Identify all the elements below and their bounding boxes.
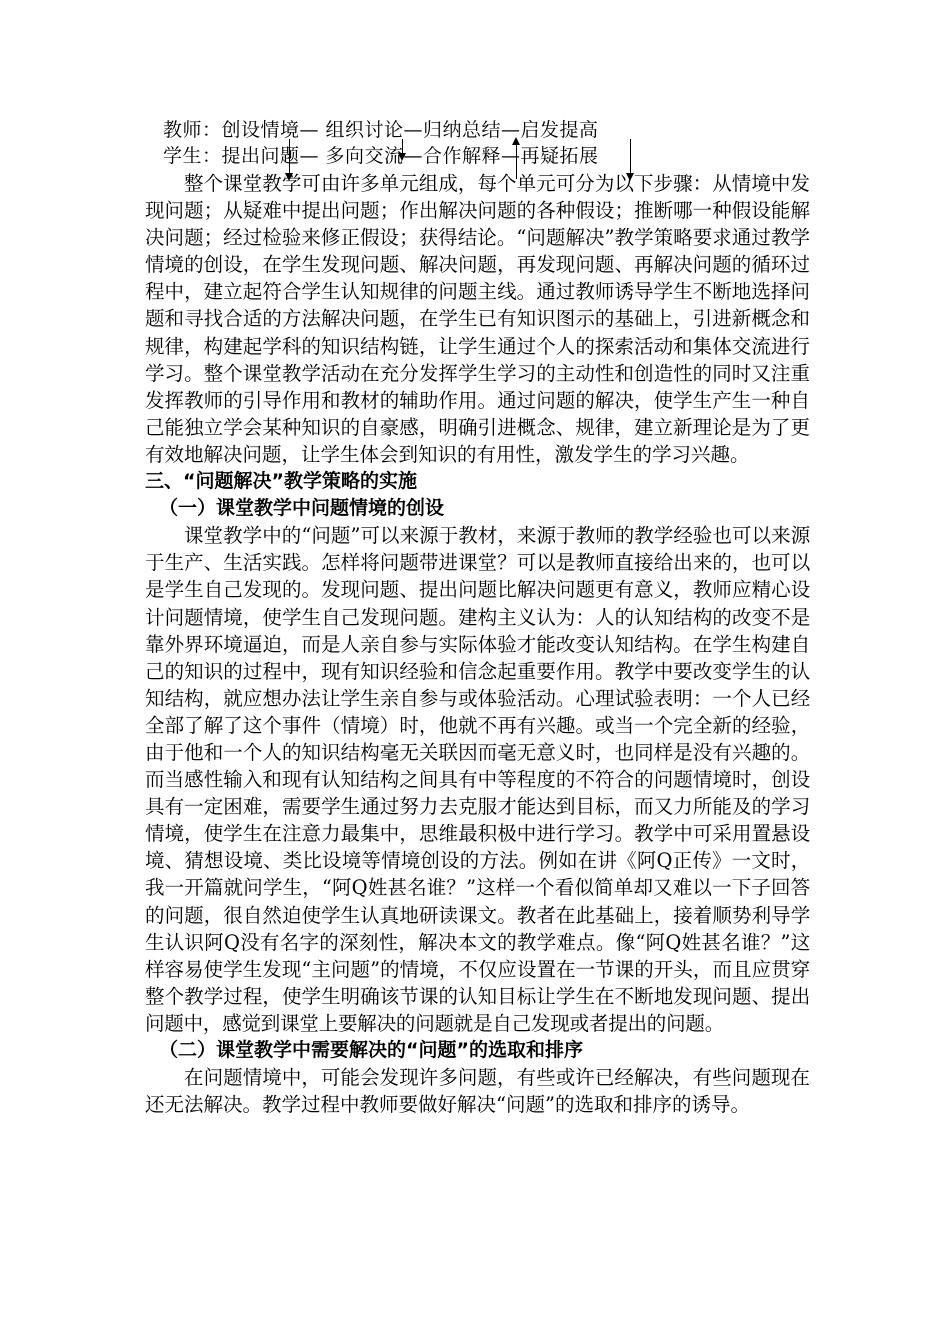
teacher-flow-line: 教师：创设情境— 组织讨论—归纳总结—启发提高	[163, 119, 599, 141]
student-flow-line: 学生：提出问题— 多向交流—合作解释—再疑拓展	[163, 145, 599, 167]
subsection-heading-1: （一）课堂教学中问题情境的创设	[159, 497, 445, 520]
section-heading-3: 三、“问题解决”教学策略的实施	[145, 470, 417, 493]
paragraph-problem-situation: 课堂教学中的“问题”可以来源于教材，来源于教师的教学经验也可以来源于生产、生活实践。怎样将问题带进课堂？可以是教师直接给出来的，也可以是学生自己发现的。发现问题、提出问题比解决问题更有意义，教师应精心设计问题情境，使学生自己发现问题。建构主义认为：人的认知结构的改变不是靠外界环境逼迫，而是人亲自参与实际体验才能改变认知结构。在学生构建自己的知识的过程中，现有知识经验和信念起重要作用。教学中要改变学生的认知结构，就应想办法让学生亲自参与或体验活动。心理试验表明：一个人已经全部了解了这个事件（情境）时，他就不再有兴趣。或当一个完全新的经验，由于他和一个人的知识结构毫无关联因而毫无意义时，也同样是没有兴趣的。而当感性输入和现有认知结构之间具有中等程度的不符合的问题情境时，创设具有一定困难，需要学生通过努力去克服才能达到目标，而又力所能及的学习情境，使学生在注意力最集中，思维最积极中进行学习。教学中可采用置悬设境、猜想设境、类比设境等情境创设的方法。例如在讲《阿Q正传》一文时，我一开篇就问学生，“阿Q姓甚名谁？”这样一个看似简单却又难以一下子回答的问题，很自然迫使学生认真地研读课文。教者在此基础上，接着顺势利导学生认识阿Q没有名字的深刻性，解决本文的教学难点。像“阿Q姓甚名谁？”这样容易使学生发现“主问题”的情境，不仅应设置在一节课的开头，而且应贯穿整个教学过程，使学生明确该节课的认知目标让学生在不断地发现问题、提出问题中，感觉到课堂上要解决的问题就是自己发现或者提出的问题。	[145, 524, 810, 1035]
subsection-heading-2: （二）课堂教学中需要解决的“问题”的选取和排序	[159, 1039, 583, 1061]
paragraph-problem-selection: 在问题情境中，可能会发现许多问题，有些或许已经解决，有些问题现在还无法解决。教学过程中教师要做好解决“问题”的选取和排序的诱导。	[145, 1066, 810, 1117]
paragraph-teaching-steps: 整个课堂教学可由许多单元组成，每个单元可分为以下步骤：从情境中发现问题；从疑难中提出问题；作出解决问题的各种假设；推断哪一种假设能解决问题；经过检验来修正假设；获得结论。“问题解决”教学策略要求通过教学情境的创设，在学生发现问题、解决问题，再发现问题、再解决问题的循环过程中，建立起符合学生认知规律的问题主线。通过教师诱导学生不断地选择问题和寻找合适的方法解决问题，在学生已有知识图示的基础上，引进新概念和规律，构建起学科的知识结构链，让学生通过个人的探索活动和集体交流进行学习。整个课堂教学活动在充分发挥学生学习的主动性和创造性的同时又注重发挥教师的引导作用和教材的辅助作用。通过问题的解决，使学生产生一种自己能独立学会某种知识的自豪感，明确引进概念、规律，建立新理论是为了更有效地解决问题，让学生体会到知识的有用性，激发学生的学习兴趣。	[145, 172, 810, 466]
document-body	[145, 170, 810, 1118]
flow-arrow-down-2	[402, 139, 403, 159]
